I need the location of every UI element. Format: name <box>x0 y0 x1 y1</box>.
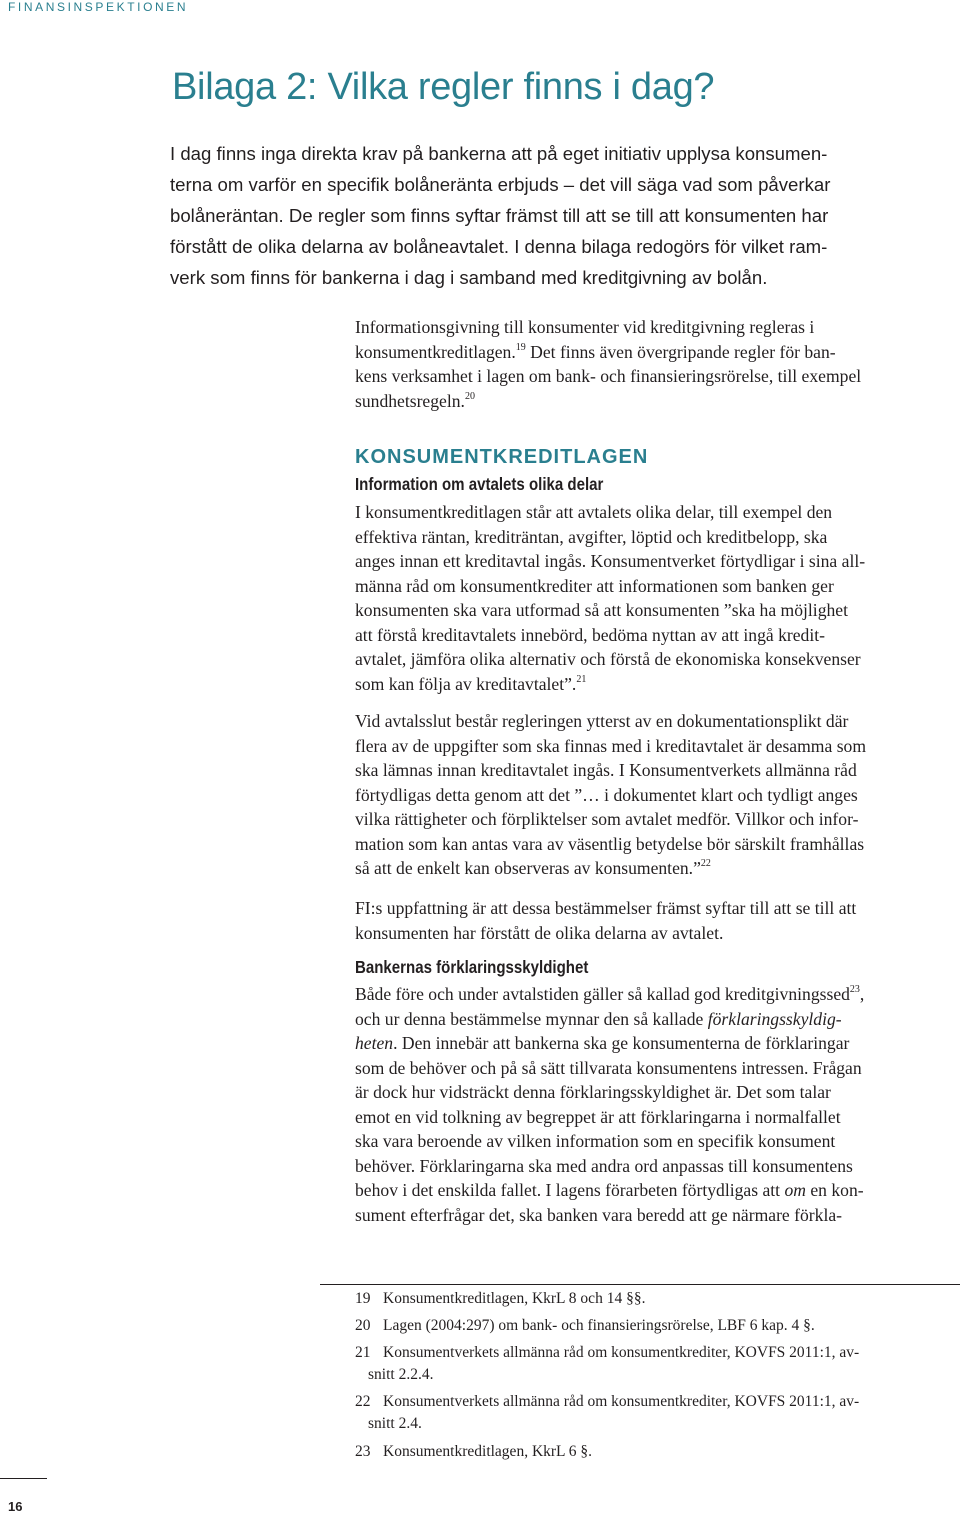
intro-line: verk som finns för bankerna i dag i samband med kreditgivning av bolån. <box>170 267 768 288</box>
page-title: Bilaga 2: Vilka regler finns i dag? <box>172 66 715 108</box>
intro-line: bolåneräntan. De regler som finns syftar främst till att se till att konsumenten har <box>170 205 829 226</box>
footnote-divider <box>320 1284 960 1285</box>
text-line: anges innan ett kreditavtal ingås. Konsumentverket förtydligar i sina all- <box>355 551 866 571</box>
text-line: FI:s uppfattning är att dessa bestämmelser främst syftar till att se till att <box>355 898 857 918</box>
page-number-rule <box>0 1478 47 1479</box>
text-line: emot en vid tolkning av begreppet är att förklaringarna i normalfallet <box>355 1106 841 1127</box>
footnote-ref: 20 <box>464 390 475 402</box>
text-line: behov i det enskilda fallet. I lagens förarbeten förtydligas att om en kon- <box>355 1180 864 1200</box>
text-line: behöver. Förklaringarna ska med andra ord anpassas till konsumentens <box>355 1155 853 1176</box>
text-line: Både före och under avtalstiden gäller så kallad god kreditgivningssed$^{23}$, <box>355 984 865 1004</box>
text-line: konsumentkreditlagen.$^{19}$ Det finns även övergripande regler för ban- <box>355 341 836 362</box>
text-line: vilka rättigheter och förpliktelser som avtalet medför. Villkor och infor- <box>355 809 859 829</box>
footnote-21: 21 Konsumentverkets allmänna råd om konsumentkrediter, KOVFS 2011:1, av- snitt 2.2.4. <box>355 1344 860 1383</box>
text-line: ska lämnas innan kreditavtalet ingås. I Konsumentverkets allmänna råd <box>355 760 857 780</box>
footnote-ref: 22 <box>700 858 711 869</box>
paragraph-regulation <box>355 315 953 413</box>
footnote-ref: 23 <box>849 984 860 995</box>
text-line: är dock hur vidsträckt denna förklaringsskyldighet är. Det som talar <box>355 1082 831 1102</box>
text-line: kens verksamhet i lagen om bank- och finansieringsrörelse, till exempel <box>355 366 862 386</box>
footnote-20: 20 Lagen (2004:297) om bank- och finansieringsrörelse, LBF 6 kap. 4 §. <box>355 1317 815 1334</box>
text-line: männa råd om konsumentkrediter att informationen som banken ger <box>355 575 834 596</box>
subheading-forklaringsskyldighet: Bankernas förklaringsskyldighet <box>355 957 589 977</box>
paragraph-information <box>355 500 953 696</box>
text-line: sument efterfrågar det, ska banken vara beredd att ge närmare förkla- <box>355 1204 842 1225</box>
paragraph-forklaring <box>355 982 953 1227</box>
text-line: Vid avtalsslut består regleringen ytterst av en dokumentationsplikt där <box>355 711 849 731</box>
text-line: ska vara beroende av vilken information som en specifik konsument <box>355 1131 836 1151</box>
text-line: flera av de uppgifter som ska finnas med i kreditavtalet är desamma som <box>355 735 867 756</box>
section-heading: KONSUMENTKREDITLAGEN <box>355 446 649 468</box>
intro-line: I dag finns inga direkta krav på bankerna att på eget initiativ upplysa konsumen- <box>170 143 828 164</box>
subheading-avtalets-delar: Information om avtalets olika delar <box>355 474 604 494</box>
text-line: effektiva räntan, krediträntan, avgifter, löptid och kreditbelopp, ska <box>355 526 828 547</box>
text-line: förtydligas detta genom att det ”… i dokumentet klart och tydligt anges <box>355 784 858 805</box>
footnote-22: 22 Konsumentverkets allmänna råd om konsumentkrediter, KOVFS 2011:1, av- snitt 2.4. <box>355 1393 860 1432</box>
text-line: Informationsgivning till konsumenter vid kreditgivning regleras i <box>355 317 815 337</box>
text-line: konsumenten har förstått de olika delarna av avtalet. <box>355 922 724 943</box>
header-brand: FINANSINSPEKTIONEN <box>8 0 189 14</box>
text-line: mation som kan antas vara av väsentlig betydelse bör särskilt framhållas <box>355 833 865 854</box>
text-line: som de behöver och på så sätt tillvarata konsumentens intressen. Frågan <box>355 1057 862 1078</box>
text-line: sundhetsregeln.$^{20}$ <box>355 390 475 411</box>
text-line: I konsumentkreditlagen står att avtalets olika delar, till exempel den <box>355 502 833 522</box>
text-line: avtalet, jämföra olika alternativ och förstå de ekonomiska konsekvenser <box>355 649 861 669</box>
text-line: konsumenten ska vara utformad så att konsumenten ”ska ha möjlighet <box>355 600 848 620</box>
paragraph-fi-uppfattning <box>355 896 953 945</box>
text-line: och ur denna bestämmelse mynnar den så kallade förklaringsskyldig- <box>355 1008 842 1029</box>
footnote-ref: 19 <box>515 341 526 353</box>
footnote-ref: 21 <box>576 673 587 685</box>
text-line: som kan följa av kreditavtalet”.$^{21}$ <box>355 673 587 694</box>
intro-paragraph <box>170 138 960 293</box>
intro-line: förstått de olika delarna av bolåneavtalet. I denna bilaga redogörs för vilket ram- <box>170 236 828 257</box>
paragraph-avtalsslut <box>355 709 953 881</box>
text-line: så att de enkelt kan observeras av konsumenten.”$^{22}$ <box>355 858 711 878</box>
intro-line: terna om varför en specifik bolåneränta erbjuds – det vill säga vad som påverkar <box>170 174 831 195</box>
text-line: heten. Den innebär att bankerna ska ge konsumenterna de förklaringar <box>355 1033 850 1053</box>
page-number: 16 <box>8 1499 23 1514</box>
text-line: att förstå kreditavtalets innebörd, bedöma nyttan av att ingå kredit- <box>355 624 825 645</box>
footnote-19: 19 Konsumentkreditlagen, KkrL 8 och 14 §§. <box>355 1290 646 1307</box>
footnote-23: 23 Konsumentkreditlagen, KkrL 6 §. <box>355 1443 593 1460</box>
